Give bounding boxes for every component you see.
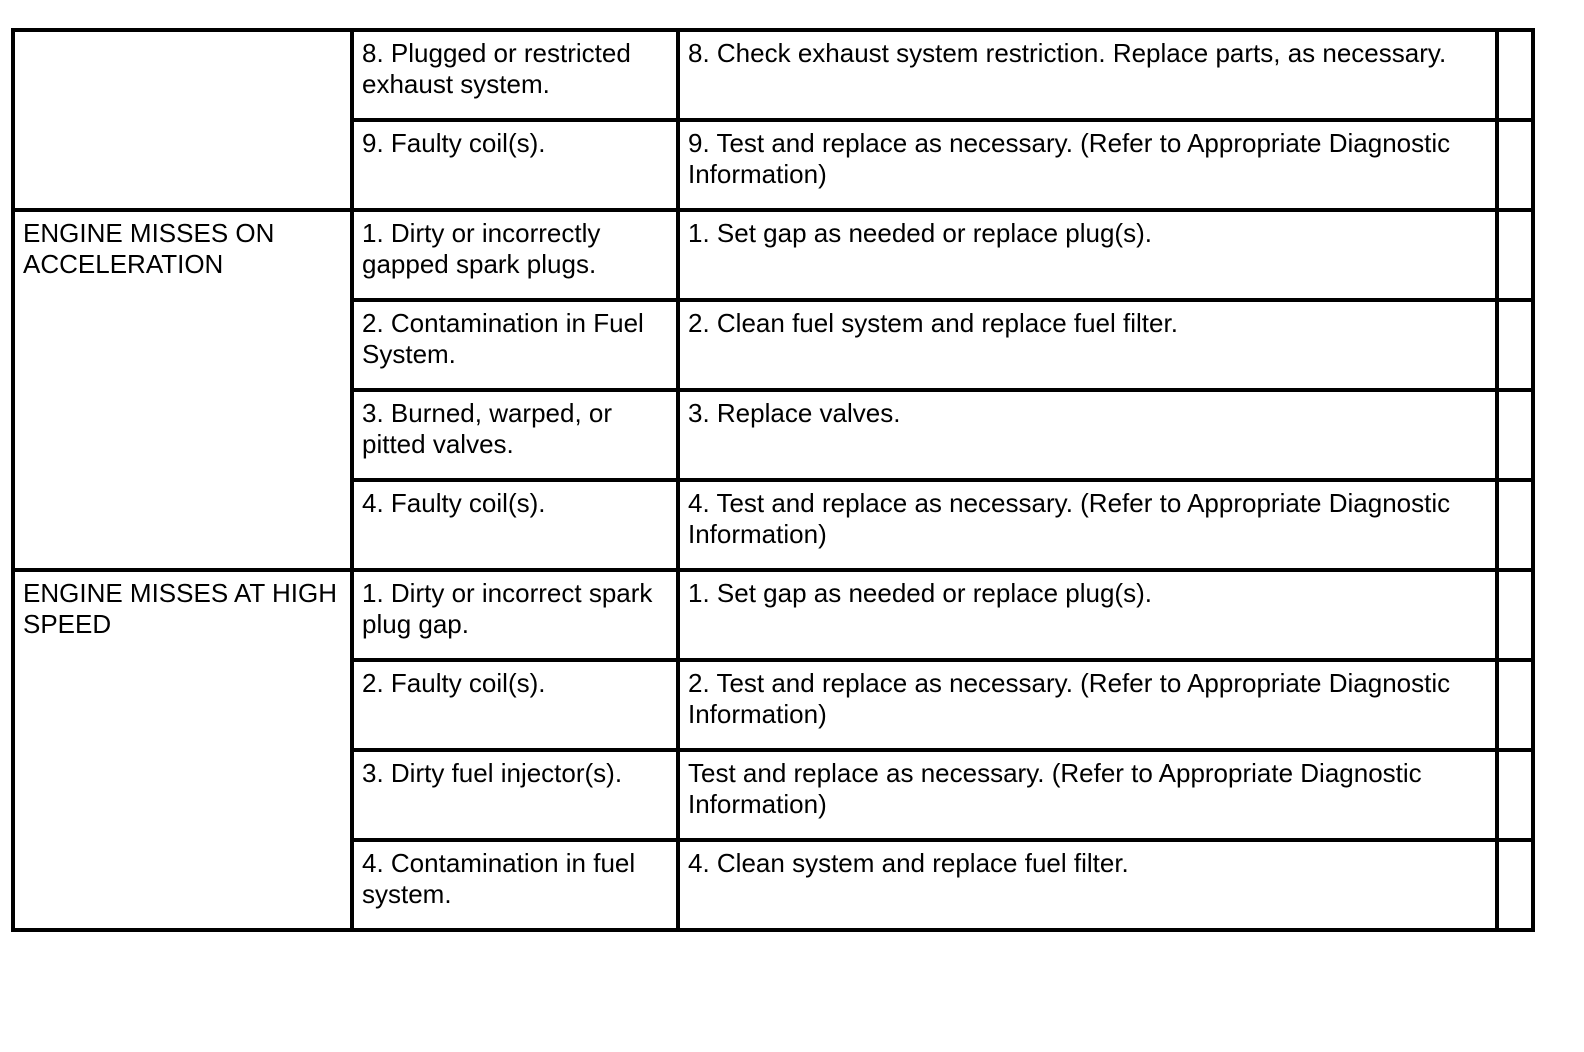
correction-cell: 9. Test and replace as necessary. (Refer to Appropriate Diagnostic Information)	[678, 120, 1497, 210]
cause-cell: 1. Dirty or incorrectly gapped spark plugs.	[352, 210, 678, 300]
condition-cell: ENGINE MISSES ON ACCELERATION	[13, 210, 352, 570]
edge-cell	[1497, 750, 1533, 840]
edge-cell	[1497, 120, 1533, 210]
correction-cell: 3. Replace valves.	[678, 390, 1497, 480]
correction-cell: 4. Test and replace as necessary. (Refer to Appropriate Diagnostic Information)	[678, 480, 1497, 570]
cause-cell: 9. Faulty coil(s).	[352, 120, 678, 210]
cause-cell: 1. Dirty or incorrect spark plug gap.	[352, 570, 678, 660]
cause-cell: 3. Dirty fuel injector(s).	[352, 750, 678, 840]
edge-cell	[1497, 300, 1533, 390]
correction-cell: 8. Check exhaust system restriction. Replace parts, as necessary.	[678, 30, 1497, 120]
correction-cell: Test and replace as necessary. (Refer to Appropriate Diagnostic Information)	[678, 750, 1497, 840]
cause-cell: 3. Burned, warped, or pitted valves.	[352, 390, 678, 480]
edge-cell	[1497, 210, 1533, 300]
diagnosis-table	[11, 28, 1535, 932]
cause-cell: 4. Contamination in fuel system.	[352, 840, 678, 930]
correction-cell: 4. Clean system and replace fuel filter.	[678, 840, 1497, 930]
condition-cell-continued	[13, 30, 352, 210]
correction-cell: 2. Test and replace as necessary. (Refer to Appropriate Diagnostic Information)	[678, 660, 1497, 750]
edge-cell	[1497, 570, 1533, 660]
edge-cell	[1497, 480, 1533, 570]
cause-cell: 8. Plugged or restricted exhaust system.	[352, 30, 678, 120]
edge-cell	[1497, 660, 1533, 750]
cause-cell: 4. Faulty coil(s).	[352, 480, 678, 570]
condition-cell: ENGINE MISSES AT HIGH SPEED	[13, 570, 352, 930]
edge-cell	[1497, 390, 1533, 480]
table-row	[13, 30, 1533, 120]
table-row	[13, 570, 1533, 660]
table-row	[13, 210, 1533, 300]
edge-cell	[1497, 840, 1533, 930]
cause-cell: 2. Contamination in Fuel System.	[352, 300, 678, 390]
cause-cell: 2. Faulty coil(s).	[352, 660, 678, 750]
correction-cell: 1. Set gap as needed or replace plug(s).	[678, 210, 1497, 300]
edge-cell	[1497, 30, 1533, 120]
correction-cell: 2. Clean fuel system and replace fuel filter.	[678, 300, 1497, 390]
correction-cell: 1. Set gap as needed or replace plug(s).	[678, 570, 1497, 660]
